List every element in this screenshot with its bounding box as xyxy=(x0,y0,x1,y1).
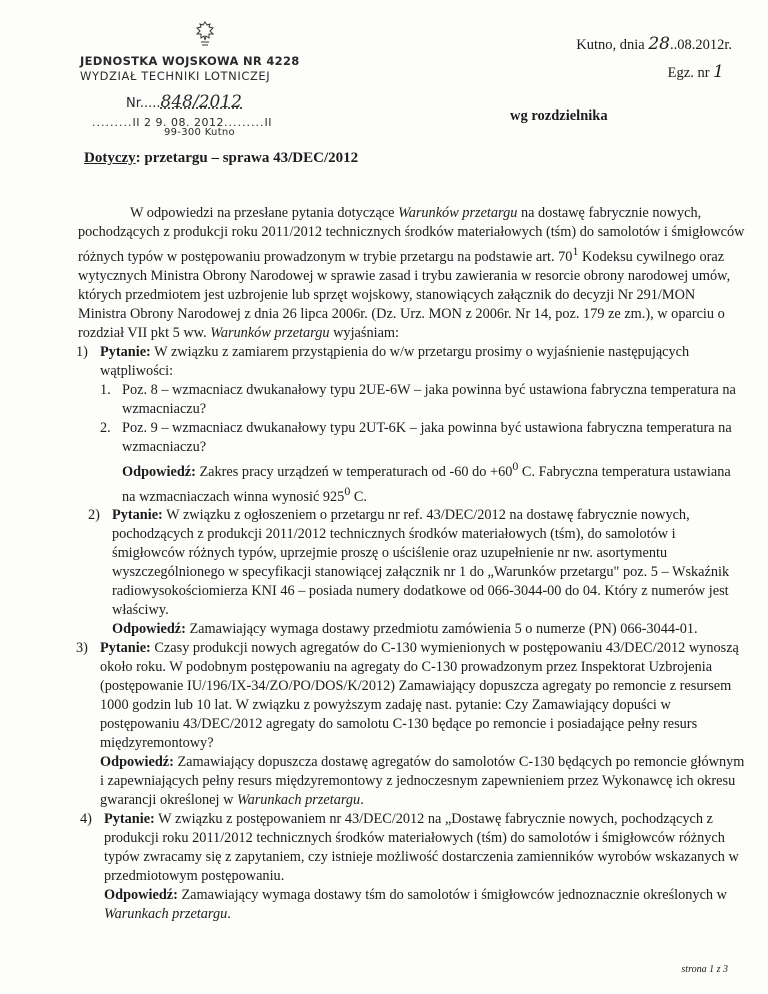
stamp-roman-left: II xyxy=(132,116,140,129)
date-prefix: Kutno, dnia xyxy=(576,37,649,53)
intro-part2: na dostawę fabrycznie nowych, pochodzących z produkcji roku 2011/2012 technicznych środków materiałowych (tśm) do samolotów i śmigłowców różnych typów w postępowaniu prowadzonym w trybie przetargu na podstawie art. 70 xyxy=(78,205,745,265)
copy-number xyxy=(668,62,724,82)
question-list xyxy=(78,343,746,925)
question-number: 4) xyxy=(80,811,92,828)
answer-1 xyxy=(122,457,746,507)
answer-part-b: C. Fabryczna temperatura ustawiana na wzmacniaczach winna wynosić 925 xyxy=(122,463,731,505)
answer-part-a: Zakres pracy urządzeń w temperaturach od -60 do +60 xyxy=(195,463,513,480)
question-label: Pytanie: xyxy=(112,507,163,524)
question-text: W związku z ogłoszeniem o przetargu nr ref. 43/DEC/2012 na dostawę fabrycznie nowych, pochodzących z produkcji 2011/2012 technicznych środków materiałowych (tśm), do samolotów i śmigłowców różnych typów, uprzejmie proszę o uściślenie oraz uzupełnienie nr nw. asortymentu wyszczególnionego w specyfikacji stanowiącej załącznik nr 1 do „Warunków przetargu" poz. 5 – Wskaźnik radiowysokościomierza KNI 46 – posiada numery dodatkowe od 066-3044-00 do 04. Który z numerów jest właściwy. xyxy=(112,507,730,619)
eagle-emblem-icon xyxy=(192,20,218,48)
stamp-number xyxy=(126,92,242,112)
letter-body xyxy=(78,204,746,924)
subject-label: Dotyczy xyxy=(84,150,136,166)
intro-paragraph xyxy=(78,204,746,343)
answer-label: Odpowiedź: xyxy=(100,754,174,771)
answer-4 xyxy=(104,886,746,924)
intro-italic1: Warunków przetargu xyxy=(398,205,518,221)
stamp-department: WYDZIAŁ TECHNIKI LOTNICZEJ xyxy=(80,69,271,83)
copy-prefix: Egz. nr xyxy=(667,65,714,81)
answer-2 xyxy=(112,620,746,639)
answer-sup-1: 0 xyxy=(512,458,519,473)
question-item-2 xyxy=(88,506,746,639)
answer-text: Zamawiający wymaga dostawy przedmiotu zamówienia 5 o numerze (PN) 066-3044-01. xyxy=(185,621,698,638)
stamp-number-prefix: Nr..... xyxy=(126,96,161,111)
answer-label: Odpowiedź: xyxy=(122,463,196,480)
question-item-3 xyxy=(76,639,746,810)
stamp-date-value: 2 9. 08. 2012 xyxy=(143,116,224,129)
date-day: 28 xyxy=(648,34,670,54)
question-label: Pytanie: xyxy=(104,811,155,828)
intro-part1: W odpowiedzi na przesłane pytania dotyczące xyxy=(130,205,399,221)
stamp-number-value: 848/2012 xyxy=(160,92,242,112)
subject-text: : przetargu – sprawa 43/DEC/2012 xyxy=(135,150,359,166)
question-label: Pytanie: xyxy=(100,343,151,360)
stamp-unit-name: JEDNOSTKA WOJSKOWA NR 4228 xyxy=(80,54,300,68)
intro-part4: wyjaśniam: xyxy=(329,324,400,341)
stamp-roman-right: II xyxy=(264,116,272,129)
answer-text: Zamawiający wymaga dostawy tśm do samolotów i śmigłowców jednoznacznie określonych w xyxy=(177,887,727,904)
question-number: 1) xyxy=(76,343,88,360)
answer-sup-2: 0 xyxy=(344,483,351,498)
question-item-1 xyxy=(76,343,746,507)
answer-italic: Warunkach przetargu xyxy=(104,906,228,923)
intro-italic2: Warunków przetargu xyxy=(210,324,330,341)
document-date xyxy=(576,34,732,54)
answer-end: . xyxy=(227,906,231,923)
intro-sup: 1 xyxy=(572,244,579,258)
sub-item-text: Poz. 8 – wzmacniacz dwukanałowy typu 2UE-6W – jaka powinna być ustawiona fabryczna temperatura na wzmacniaczu? xyxy=(122,381,736,417)
copy-number-value: 1 xyxy=(713,62,724,82)
answer-label: Odpowiedź: xyxy=(104,887,178,904)
question-number: 2) xyxy=(88,507,100,524)
question-number: 3) xyxy=(76,640,88,657)
answer-label: Odpowiedź: xyxy=(112,621,186,638)
answer-part-c: C. xyxy=(350,488,367,505)
question-text: W związku z zamiarem przystąpienia do w/w przetargu prosimy o wyjaśnienie następujących wątpliwości: xyxy=(100,343,690,379)
date-rest: ..08.2012r. xyxy=(669,37,732,53)
stamp-place: 99-300 Kutno xyxy=(164,127,235,138)
subject-line xyxy=(84,150,358,167)
sub-item-2 xyxy=(100,419,746,507)
question-text: W związku z postępowaniem nr 43/DEC/2012 na „Dostawę fabrycznie nowych, pochodzących z produkcji roku 2011/2012 technicznych środków materiałowych (tśm) do samolotów i śmigłowców różnych typów zwracamy się z zapytaniem, czy istnieje możliwość dostarczenia zamienników wyrobów wskazanych w przedmiotowym postępowaniu. xyxy=(104,811,739,885)
answer-end: . xyxy=(360,792,364,809)
sub-item-1 xyxy=(100,381,746,419)
sub-item-number: 1. xyxy=(100,381,111,398)
page-number: strona 1 z 3 xyxy=(681,964,728,975)
question-text: Czasy produkcji nowych agregatów do C-130 wymienionych w postępowaniu 43/DEC/2012 wynoszą około roku. W podobnym postępowaniu na agregaty do C-130 prowadzonym przez Inspektorat Uzbrojenia (postępowanie IU/196/IX-34/ZO/PO/DOS/K/2012) Zamawiający dopuszcza agregaty po remoncie z resursem 1000 godzin lub 10 lat. W związku z powyższym zadaję nast. pytanie: Czy Zamawiający dopuści w postępowaniu 43/DEC/2012 agregaty do samolotu C-130 będące po remoncie i posiadające pełny resurs międzyremontowy? xyxy=(100,640,739,752)
recipient: wg rozdzielnika xyxy=(510,108,608,124)
answer-italic: Warunkach przetargu xyxy=(236,792,361,809)
intro-part3: Kodeksu cywilnego oraz wytycznych Ministra Obrony Narodowej w sprawie zasad i trybu zawierania w resorcie obrony narodowej umów, których przedmiotem jest uzbrojenie lub sprzęt wojskowy, stanowiących załącznik do decyzji Nr 291/MON Ministra Obrony Narodowej z dnia 26 lipca 2006r. (Dz. Urz. MON z 2006r. Nr 14, poz. 179 ze zm.), w oparciu o rozdział VII pkt 5 ww. xyxy=(78,248,731,341)
stamp-date: .........II 2 9. 08. 2012.........II xyxy=(92,116,272,129)
sub-item-text: Poz. 9 – wzmacniacz dwukanałowy typu 2UT-6K – jaka powinna być ustawiona fabryczna temperatura na wzmacniaczu? xyxy=(122,419,732,455)
question-item-4 xyxy=(80,810,746,924)
answer-3 xyxy=(100,753,746,810)
answer-text: Zamawiający dopuszcza dostawę agregatów do samolotów C-130 będących po remoncie głównym i zapewniających pełny resurs międzyremontowy z jednoczesnym zapewnieniem przez Wykonawcę ich okresu gwarancji określonej w xyxy=(100,754,745,809)
question-label: Pytanie: xyxy=(100,640,151,657)
sub-item-number: 2. xyxy=(100,419,111,436)
